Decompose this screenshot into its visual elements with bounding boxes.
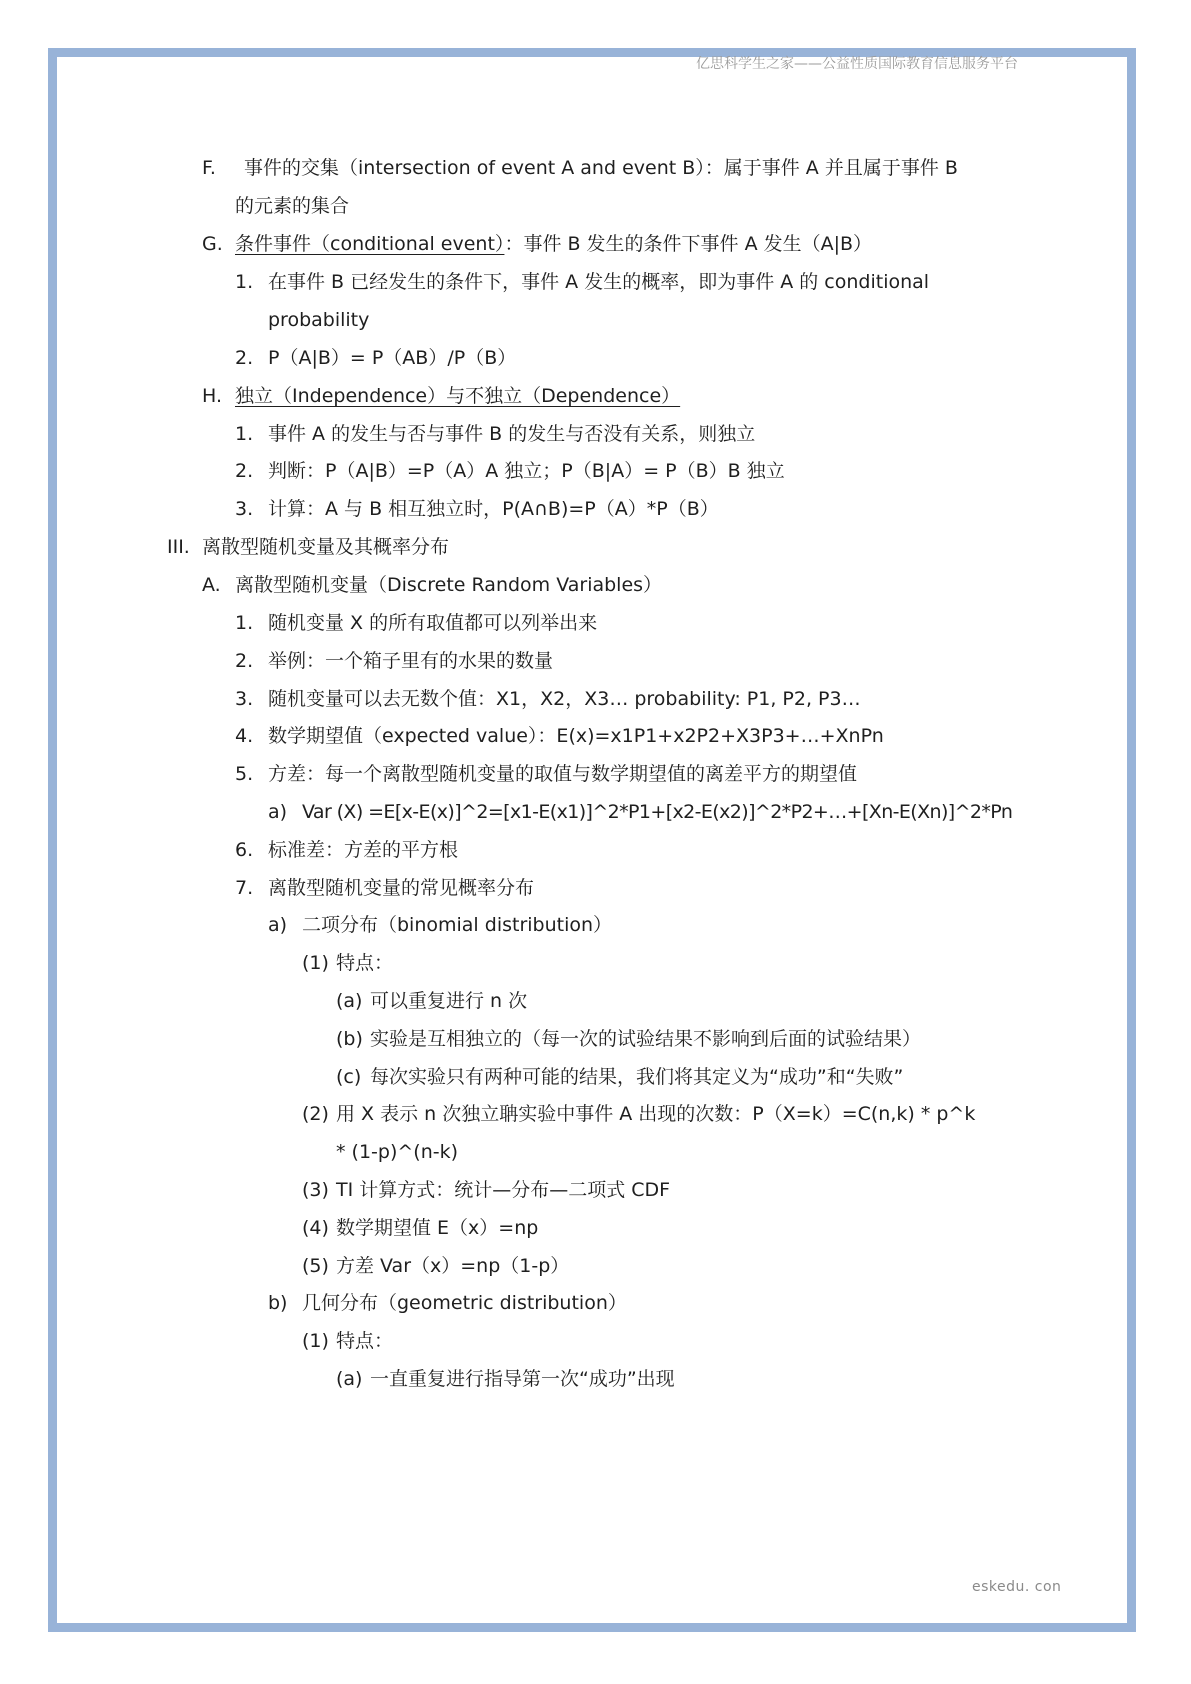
item-text: P（A|B）= P（AB）/P（B） xyxy=(268,347,517,369)
item-text: 事件 A 的发生与否与事件 B 的发生与否没有关系，则独立 xyxy=(268,423,756,445)
item-marker: 4. xyxy=(235,725,254,747)
heading-underlined: 独立（Independence）与不独立（Dependence） xyxy=(235,385,681,407)
item-marker: 3. xyxy=(235,498,254,520)
item-text: 用 X 表示 n 次独立聃实验中事件 A 出现的次数：P（X=k）=C(n,k) * p^k xyxy=(336,1103,976,1125)
item-marker: (2) xyxy=(302,1103,329,1125)
item-text: 计算：A 与 B 相互独立时，P(A∩B)=P（A）*P（B） xyxy=(268,498,719,520)
item-text: 每次实验只有两种可能的结果，我们将其定义为“成功”和“失败” xyxy=(370,1066,904,1088)
item-marker: (a) xyxy=(336,1368,363,1390)
item-marker: A. xyxy=(202,574,221,596)
item-marker: F. xyxy=(202,157,216,179)
item-marker: b) xyxy=(268,1292,288,1314)
item-text: TI 计算方式：统计—分布—二项式 CDF xyxy=(336,1179,671,1201)
item-marker: 2. xyxy=(235,347,254,369)
item-text: 特点： xyxy=(336,1330,394,1352)
item-text: 离散型随机变量（Discrete Random Variables） xyxy=(235,574,663,596)
item-marker: 2. xyxy=(235,650,254,672)
item-marker: 2. xyxy=(235,460,254,482)
item-text: Var (X) =E[x-E(x)]^2=[x1-E(x1)]^2*P1+[x2-E(x2)]^2*P2+…+[Xn-E(Xn)]^2*Pn xyxy=(302,801,1013,823)
item-text: * (1-p)^(n-k) xyxy=(336,1141,459,1163)
item-text: 一直重复进行指导第一次“成功”出现 xyxy=(370,1368,675,1390)
item-text: probability xyxy=(268,309,370,331)
item-text: 随机变量 X 的所有取值都可以列举出来 xyxy=(268,612,598,634)
item-marker: (5) xyxy=(302,1255,329,1277)
item-text-line xyxy=(235,233,872,255)
item-text: 随机变量可以去无数个值：X1，X2，X3… probability: P1, P2, P3… xyxy=(268,688,861,710)
page-footer: eskedu. con xyxy=(972,1579,1062,1595)
item-marker: 7. xyxy=(235,877,254,899)
item-text: 事件的交集（intersection of event A and event B）：属于事件 A 并且属于事件 B xyxy=(244,157,958,179)
item-text: 离散型随机变量的常见概率分布 xyxy=(268,877,535,899)
item-text: 标准差：方差的平方根 xyxy=(268,839,459,861)
item-text: ：事件 B 发生的条件下事件 A 发生（A|B） xyxy=(504,233,873,255)
item-text: 方差：每一个离散型随机变量的取值与数学期望值的离差平方的期望值 xyxy=(268,763,858,785)
item-text: 举例：一个箱子里有的水果的数量 xyxy=(268,650,554,672)
item-text: 数学期望值 E（x）=np xyxy=(336,1217,539,1239)
item-marker: a) xyxy=(268,801,288,823)
item-marker: 3. xyxy=(235,688,254,710)
item-marker: 1. xyxy=(235,271,254,293)
section-title: 离散型随机变量及其概率分布 xyxy=(202,536,450,558)
item-text: 方差 Var（x）=np（1-p） xyxy=(336,1255,570,1277)
item-marker: H. xyxy=(202,385,222,407)
item-marker: G. xyxy=(202,233,223,255)
item-marker: (a) xyxy=(336,990,363,1012)
item-text: 特点： xyxy=(336,952,394,974)
item-text: 判断：P（A|B）=P（A）A 独立；P（B|A）= P（B）B 独立 xyxy=(268,460,785,482)
item-marker: (1) xyxy=(302,952,329,974)
item-marker: (b) xyxy=(336,1028,363,1050)
item-text: 二项分布（binomial distribution） xyxy=(302,914,613,936)
heading-underlined: 条件事件（conditional event） xyxy=(235,233,505,255)
item-marker: 1. xyxy=(235,423,254,445)
item-marker: (4) xyxy=(302,1217,329,1239)
item-marker: (3) xyxy=(302,1179,329,1201)
item-marker: 1. xyxy=(235,612,254,634)
item-marker: a) xyxy=(268,914,288,936)
page-header: 亿思科学生之家——公益性质国际教育信息服务平台 xyxy=(696,56,1018,72)
section-marker: III. xyxy=(167,536,190,558)
item-text: 在事件 B 已经发生的条件下，事件 A 发生的概率，即为事件 A 的 conditional xyxy=(268,271,930,293)
item-text: 的元素的集合 xyxy=(235,195,350,217)
item-text: 可以重复进行 n 次 xyxy=(370,990,528,1012)
item-text: 数学期望值（expected value）：E(x)=x1P1+x2P2+X3P3+…+XnPn xyxy=(268,725,884,747)
item-marker: (1) xyxy=(302,1330,329,1352)
item-marker: 6. xyxy=(235,839,254,861)
item-marker: 5. xyxy=(235,763,254,785)
item-text: 几何分布（geometric distribution） xyxy=(302,1292,627,1314)
item-marker: (c) xyxy=(336,1066,362,1088)
item-text: 实验是互相独立的（每一次的试验结果不影响到后面的试验结果） xyxy=(370,1028,922,1050)
